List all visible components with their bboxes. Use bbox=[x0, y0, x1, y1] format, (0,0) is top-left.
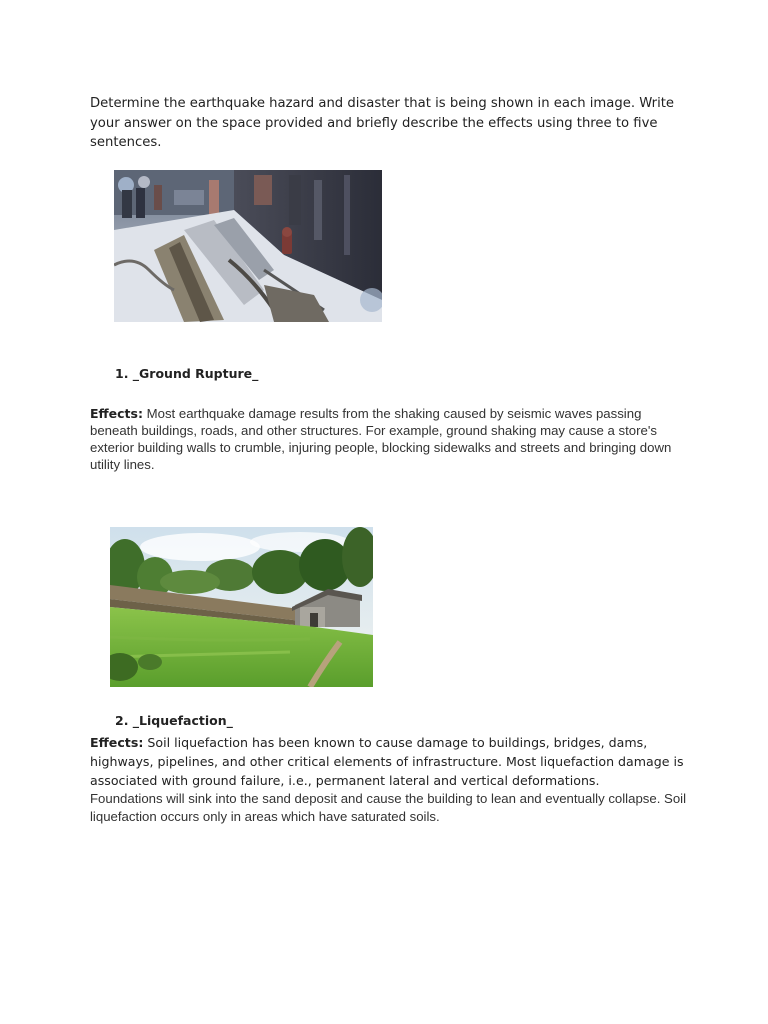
item-2-effects-text-2: Foundations will sink into the sand deposit and cause the building to lean and eventually collapse. Soil liquefaction occurs only in areas which have saturated soils. bbox=[90, 791, 687, 824]
ground-rupture-photo bbox=[114, 170, 382, 322]
liquefaction-photo bbox=[110, 527, 373, 687]
item-2-heading: 2. _Liquefaction_ bbox=[115, 713, 233, 728]
item-2-effects-label: Effects: bbox=[90, 735, 144, 750]
item-2-effects-para-1 bbox=[90, 733, 690, 790]
item-1-effects-label: Effects: bbox=[90, 406, 143, 421]
instructions-text: Determine the earthquake hazard and disaster that is being shown in each image. Write your answer on the space provided and briefly describe the effects using three to five sentences. bbox=[90, 96, 675, 150]
item-2-effects-text-1: Soil liquefaction has been known to cause damage to buildings, bridges, dams, highways, pipelines, and other critical elements of infrastructure. Most liquefaction damage is associated with ground failure, i.e., permanent lateral and vertical deformations. bbox=[90, 735, 684, 788]
item-1-effects-text: Most earthquake damage results from the shaking caused by seismic waves passing beneath buildings, roads, and other structures. For example, ground shaking may cause a store's exterior building walls to crumble, injuring people, blocking sidewalks and streets and bringing down utility lines. bbox=[90, 406, 672, 472]
item-1-heading: 1. _Ground Rupture_ bbox=[115, 366, 259, 381]
item-1-effects bbox=[90, 405, 680, 473]
item-2-effects bbox=[90, 733, 690, 825]
